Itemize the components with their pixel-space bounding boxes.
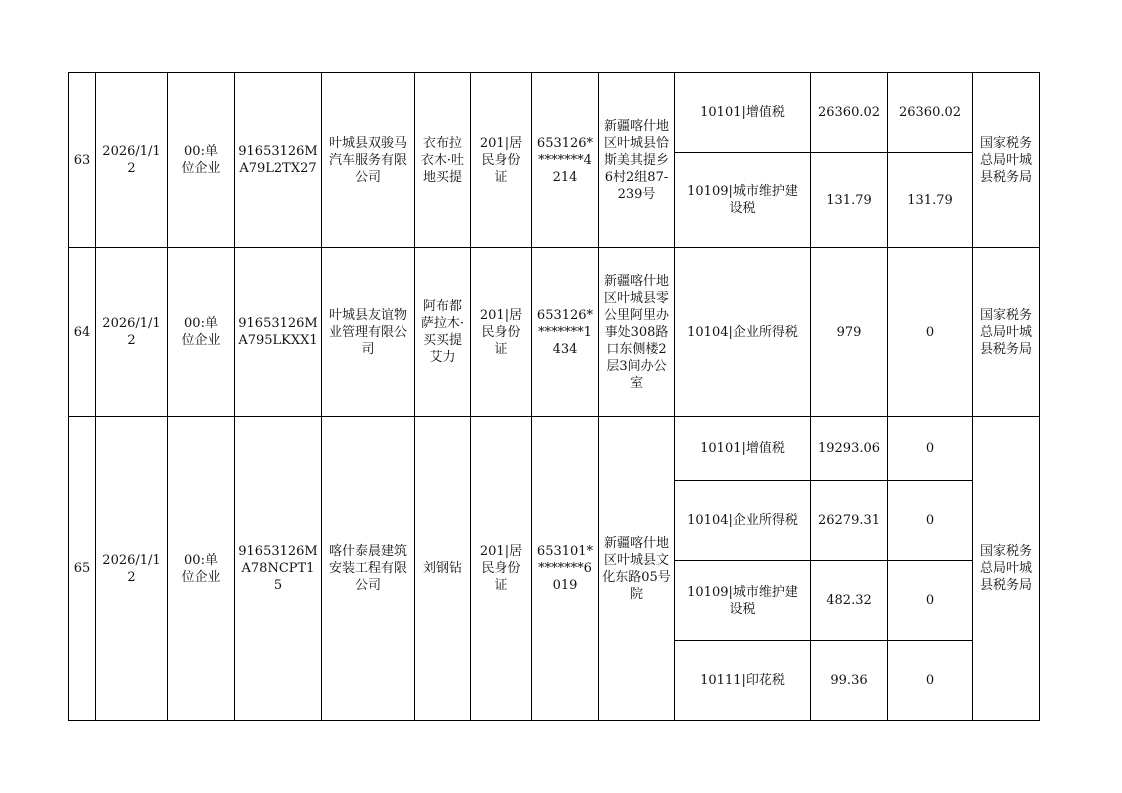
table-row xyxy=(69,248,1040,417)
id-type-cell: 201|居民身份证 xyxy=(471,417,532,721)
tax-amount-cell: 131.79 xyxy=(811,153,888,248)
tax-amount-cell: 19293.06 xyxy=(811,417,888,481)
tax-authority-cell: 国家税务总局叶城县税务局 xyxy=(973,73,1040,248)
tax-item-cell: 10104|企业所得税 xyxy=(675,481,811,561)
legal-person-cell: 阿布都萨拉木·买买提艾力 xyxy=(415,248,471,417)
company-name-cell: 喀什泰晨建筑安装工程有限公司 xyxy=(322,417,415,721)
tax-amount-cell: 99.36 xyxy=(811,641,888,721)
tax-item-cell: 10109|城市维护建设税 xyxy=(675,153,811,248)
row-number: 63 xyxy=(69,73,96,248)
id-number-cell: 653126********1434 xyxy=(532,248,599,417)
tax-item-cell: 10111|印花税 xyxy=(675,641,811,721)
legal-person-cell: 刘钢钻 xyxy=(415,417,471,721)
tax-item-cell: 10104|企业所得税 xyxy=(675,248,811,417)
registration-type-cell: 00:单位企业 xyxy=(168,248,235,417)
tax-authority-cell: 国家税务总局叶城县税务局 xyxy=(973,248,1040,417)
row-number: 65 xyxy=(69,417,96,721)
address-cell: 新疆喀什地区叶城县文化东路05号院 xyxy=(599,417,675,721)
credit-code-cell: 91653126MA79L2TX27 xyxy=(235,73,322,248)
date-cell: 2026/1/12 xyxy=(96,248,168,417)
tax-item-cell: 10101|增值税 xyxy=(675,417,811,481)
date-cell: 2026/1/12 xyxy=(96,417,168,721)
arrears-amount-cell: 0 xyxy=(888,417,973,481)
credit-code-cell: 91653126MA795LKXX1 xyxy=(235,248,322,417)
id-type-cell: 201|居民身份证 xyxy=(471,73,532,248)
table-row xyxy=(69,73,1040,153)
tax-amount-cell: 482.32 xyxy=(811,561,888,641)
address-cell: 新疆喀什地区叶城县恰斯美其提乡6村2组87-239号 xyxy=(599,73,675,248)
tax-item-cell: 10109|城市维护建设税 xyxy=(675,561,811,641)
credit-code-cell: 91653126MA78NCPT15 xyxy=(235,417,322,721)
date-cell: 2026/1/12 xyxy=(96,73,168,248)
address-cell: 新疆喀什地区叶城县零公里阿里办事处308路口东侧楼2层3间办公室 xyxy=(599,248,675,417)
tax-amount-cell: 26279.31 xyxy=(811,481,888,561)
tax-item-cell: 10101|增值税 xyxy=(675,73,811,153)
id-number-cell: 653101********6019 xyxy=(532,417,599,721)
registration-type-cell: 00:单位企业 xyxy=(168,417,235,721)
tax-amount-cell: 979 xyxy=(811,248,888,417)
tax-arrears-table xyxy=(68,72,1040,721)
company-name-cell: 叶城县友谊物业管理有限公司 xyxy=(322,248,415,417)
company-name-cell: 叶城县双骏马汽车服务有限公司 xyxy=(322,73,415,248)
row-number: 64 xyxy=(69,248,96,417)
arrears-amount-cell: 0 xyxy=(888,641,973,721)
table-row xyxy=(69,417,1040,481)
tax-authority-cell: 国家税务总局叶城县税务局 xyxy=(973,417,1040,721)
arrears-amount-cell: 0 xyxy=(888,481,973,561)
id-type-cell: 201|居民身份证 xyxy=(471,248,532,417)
tax-amount-cell: 26360.02 xyxy=(811,73,888,153)
arrears-amount-cell: 0 xyxy=(888,561,973,641)
arrears-amount-cell: 26360.02 xyxy=(888,73,973,153)
arrears-amount-cell: 0 xyxy=(888,248,973,417)
registration-type-cell: 00:单位企业 xyxy=(168,73,235,248)
legal-person-cell: 衣布拉衣木·吐地买提 xyxy=(415,73,471,248)
id-number-cell: 653126********4214 xyxy=(532,73,599,248)
arrears-amount-cell: 131.79 xyxy=(888,153,973,248)
